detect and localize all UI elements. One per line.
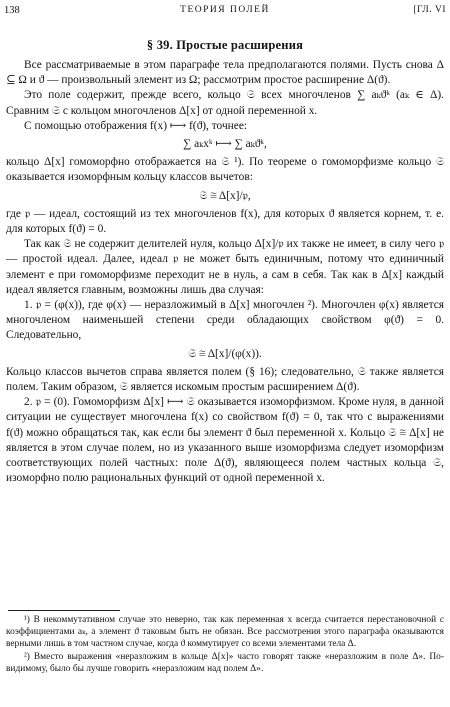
paragraph: Кольцо классов вычетов справа является полем (§ 16); следовательно, 𝔖 также является полем. Таким образом, 𝔖 является искомым простым расширением Δ(ϑ). — [6, 365, 444, 394]
paragraph: где 𝔭 — идеал, состоящий из тех многочленов f(x), для которых ϑ является корнем, т. е. для которых f(ϑ) = 0. — [6, 207, 444, 236]
paragraph: кольцо Δ[x] гомоморфно отображается на 𝔖 ¹). По теореме о гомоморфизме кольцо 𝔖 оказывается изоморфным кольцу классов вычетов: — [6, 156, 444, 184]
paragraph: 1. 𝔭 = (φ(x)), где φ(x) — неразложимый в Δ[x] многочлен ²). Многочлен φ(x) является многочленом наименьшей степени среди обладающих свойством φ(ϑ) = 0. Следовательно, — [6, 299, 444, 342]
running-title: ТЕОРИЯ ПОЛЕЙ — [180, 5, 270, 15]
section-title: § 39. Простые расширения — [146, 38, 304, 52]
paragraph: Все рассматриваемые в этом параграфе тела предполагаются полями. Пусть снова Δ ⊆ Ω и ϑ — произвольный элемент из Ω; рассмотрим простое расширение Δ(ϑ). — [6, 59, 444, 87]
display-formula: 𝔖 ≅ Δ[x]/𝔭, — [199, 189, 251, 202]
paragraph: Так как 𝔖 не содержит делителей нуля, кольцо Δ[x]/𝔭 их также не имеет, в силу чего 𝔭 — простой идеал. Далее, идеал 𝔭 не может быть единичным, потому что единичный элемент e при гомоморфизме переходит не в нуль, а сам в себя. Так как в Δ[x] каждый идеал является главным, возможны лишь два случая: — [6, 238, 444, 296]
paragraph: С помощью отображения f(x) ⟼ f(ϑ), точнее: — [24, 119, 248, 132]
footnotes — [6, 614, 444, 675]
footnote: ²) Вместо выражения «неразложим в кольце Δ[x]» часто говорят также «неразложим в поле Δ». По-видимому, было бы лучше говорить «неразложим над полем Δ». — [6, 651, 444, 674]
page-number: 138 — [4, 5, 20, 16]
chapter-label: [ГЛ. VI — [413, 5, 446, 15]
body-text — [6, 58, 444, 486]
paragraph: 2. 𝔭 = (0). Гомоморфизм Δ[x] ⟼ 𝔖 оказывается изоморфизмом. Кроме нуля, в данной ситуации не существует многочлена f(x) со свойством f(ϑ) = 0, так что с выражениями f(ϑ) можно обращаться так, как если бы элемент ϑ был переменной x. Кольцо 𝔖 ≅ Δ[x] не является в этом случае полем, но из указанного выше изоморфизма следует изоморфизм соответствующих полей частных: поле Δ(ϑ), являющееся полем частных кольца 𝔖, изоморфно полю рациональных функций от одной переменной x. — [6, 396, 444, 485]
paragraph: Это поле содержит, прежде всего, кольцо 𝔖 всех многочленов ∑ aₖϑᵏ (aₖ ∈ Δ). Сравним 𝔖 с кольцом многочленов Δ[x] от одной переменной x. — [6, 89, 444, 117]
display-formula: ∑ aₖxᵏ ⟼ ∑ aₖϑᵏ, — [183, 138, 267, 151]
footnote-divider — [8, 610, 120, 611]
running-header — [4, 5, 446, 19]
display-formula: 𝔖 ≅ Δ[x]/(φ(x)). — [188, 347, 262, 360]
footnote: ¹) В некоммутативном случае это неверно, так как переменная x всегда считается перестановочной с коэффициентами aₖ, а элемент ϑ таковым быть не обязан. Все рассмотрения этого параграфа оказываются верными лишь в том частном случае, когда ϑ коммутирует со всеми элементами тела Δ. — [6, 615, 444, 650]
